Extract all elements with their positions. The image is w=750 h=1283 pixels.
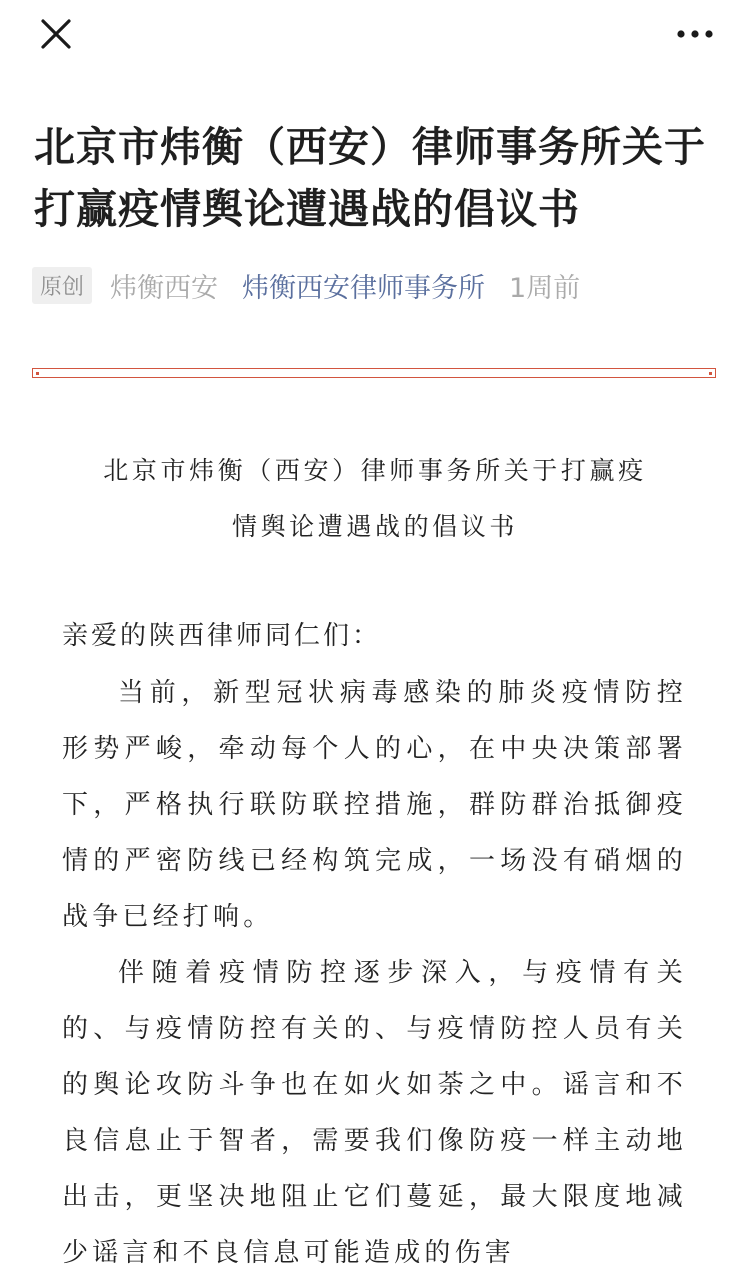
document-title: [52, 443, 698, 555]
close-icon[interactable]: [36, 14, 76, 54]
more-horizontal-icon[interactable]: [670, 14, 720, 54]
document-title-line-1: 北京市炜衡（西安）律师事务所关于打赢疫: [103, 456, 647, 485]
original-badge: 原创: [32, 267, 92, 304]
publish-time: 1周前: [509, 272, 581, 304]
body-paragraph-2: 伴随着疫情防控逐步深入，与疫情有关的、与疫情防控有关的、与疫情防控人员有关的舆论攻防斗争也在如火如荼之中。谣言和不良信息止于智者，需要我们像防疫一样主动地出击，更坚决地阻止它们蔓延，最大限度地减少谣言和不良信息可能造成的伤害: [62, 958, 687, 1268]
body-paragraph-1: 当前，新型冠状病毒感染的肺炎疫情防控形势严峻，牵动每个人的心，在中央决策部署下，严格执行联防联控措施，群防群治抵御疫情的严密防线已经构筑完成，一场没有硝烟的战争已经打响。: [62, 678, 687, 932]
article-meta: [32, 264, 580, 306]
article-title: 北京市炜衡（西安）律师事务所关于打赢疫情舆论遭遇战的倡议书: [34, 123, 706, 233]
author-name: 炜衡西安: [110, 272, 219, 304]
decorative-divider: [32, 368, 716, 378]
top-bar: [0, 0, 750, 66]
account-link[interactable]: 炜衡西安律师事务所: [242, 272, 486, 304]
document-title-line-2: 情舆论遭遇战的倡议书: [231, 512, 518, 541]
greeting: 亲爱的陕西律师同仁们：: [62, 621, 382, 651]
